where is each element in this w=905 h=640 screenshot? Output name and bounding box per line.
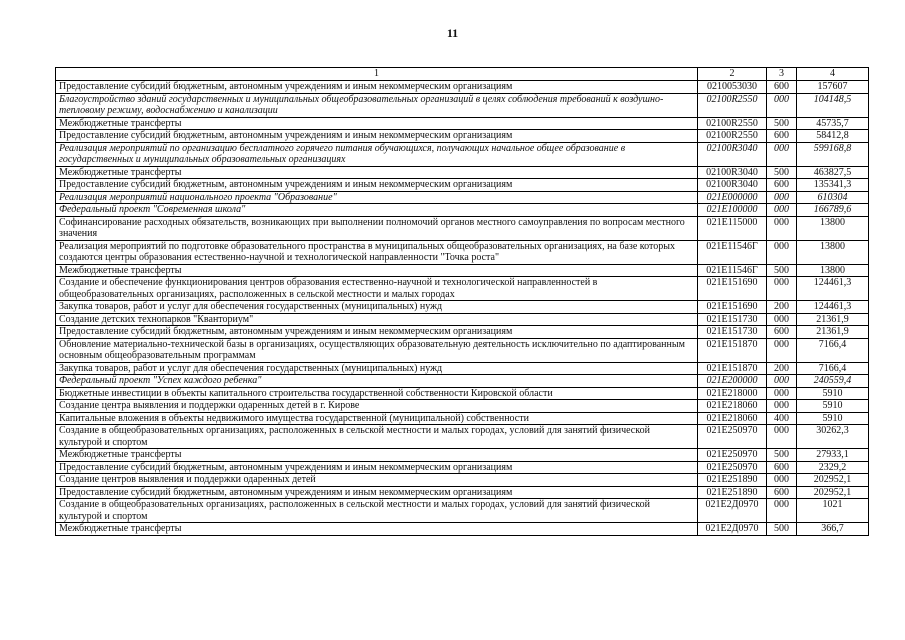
cell-expense-type: 600 [767, 179, 797, 192]
cell-sum: 202952,1 [797, 486, 869, 499]
cell-sum: 124461,3 [797, 301, 869, 314]
cell-sum: 610304 [797, 191, 869, 204]
cell-code: 021E200000 [698, 375, 767, 388]
cell-name: Федеральный проект "Успех каждого ребенка" [56, 375, 698, 388]
cell-code: 02100R3040 [698, 166, 767, 179]
table-row [56, 216, 869, 240]
cell-expense-type: 200 [767, 362, 797, 375]
cell-name: Межбюджетные трансферты [56, 264, 698, 277]
cell-code: 021E2Д0970 [698, 523, 767, 536]
table-row [56, 474, 869, 487]
cell-code: 021E100000 [698, 204, 767, 217]
cell-expense-type: 600 [767, 461, 797, 474]
table-row [56, 240, 869, 264]
table-row [56, 93, 869, 117]
header-col-code: 2 [698, 68, 767, 81]
cell-name: Капитальные вложения в объекты недвижимого имущества государственной (муниципальной) собственности [56, 412, 698, 425]
cell-sum: 202952,1 [797, 474, 869, 487]
cell-expense-type: 000 [767, 425, 797, 449]
table-row [56, 204, 869, 217]
table-row [56, 191, 869, 204]
cell-code: 021E250970 [698, 461, 767, 474]
cell-code: 02100R2550 [698, 117, 767, 130]
cell-code: 021E151690 [698, 301, 767, 314]
cell-code: 021E11546Г [698, 264, 767, 277]
cell-expense-type: 500 [767, 523, 797, 536]
page-number: 11 [446, 26, 459, 40]
cell-expense-type: 600 [767, 326, 797, 339]
table-row [56, 301, 869, 314]
cell-code: 021E11546Г [698, 240, 767, 264]
cell-code: 021E115000 [698, 216, 767, 240]
table-body [56, 81, 869, 536]
cell-expense-type: 500 [767, 449, 797, 462]
cell-name: Межбюджетные трансферты [56, 449, 698, 462]
table-row [56, 375, 869, 388]
header-col-name: 1 [56, 68, 698, 81]
cell-sum: 104148,5 [797, 93, 869, 117]
cell-name: Создание детских технопарков "Кванториум" [56, 313, 698, 326]
cell-name: Реализация мероприятий по организацию бесплатного горячего питания обучающихся, получающих начальное общее образование в государственных и муниципальных образовательных организациях [56, 142, 698, 166]
table-row [56, 179, 869, 192]
table-row [56, 81, 869, 94]
cell-code: 021E218060 [698, 400, 767, 413]
cell-code: 02100R3040 [698, 179, 767, 192]
cell-sum: 463827,5 [797, 166, 869, 179]
cell-expense-type: 200 [767, 301, 797, 314]
cell-expense-type: 600 [767, 81, 797, 94]
cell-name: Благоустройство зданий государственных и муниципальных общеобразовательных организаций в целях соблюдения требований к воздушно-тепловому режиму, водоснабжению и канализации [56, 93, 698, 117]
cell-expense-type: 000 [767, 191, 797, 204]
cell-name: Предоставление субсидий бюджетным, автономным учреждениям и иным некоммерческим организациям [56, 81, 698, 94]
cell-code: 021E2Д0970 [698, 499, 767, 523]
cell-sum: 240559,4 [797, 375, 869, 388]
cell-name: Обновление материально-технической базы в организациях, осуществляющих образовательную деятельность исключительно по адаптированным основным общеобразовательным программам [56, 338, 698, 362]
cell-expense-type: 000 [767, 277, 797, 301]
cell-sum: 13800 [797, 240, 869, 264]
cell-sum: 166789,6 [797, 204, 869, 217]
cell-code: 021E218060 [698, 412, 767, 425]
header-row [56, 68, 869, 81]
table-row [56, 461, 869, 474]
cell-sum: 30262,3 [797, 425, 869, 449]
table-row [56, 523, 869, 536]
table-row [56, 499, 869, 523]
cell-sum: 45735,7 [797, 117, 869, 130]
cell-expense-type: 000 [767, 216, 797, 240]
cell-sum: 21361,9 [797, 313, 869, 326]
table-row [56, 486, 869, 499]
cell-code: 02100R2550 [698, 93, 767, 117]
cell-expense-type: 000 [767, 474, 797, 487]
cell-sum: 366,7 [797, 523, 869, 536]
cell-name: Создание центров выявления и поддержки одаренных детей [56, 474, 698, 487]
cell-name: Реализация мероприятий по подготовке образовательного пространства в муниципальных общеобразовательных организациях, на базе которых создаются центры образования естественно-научной и технологической направленности "Точка роста" [56, 240, 698, 264]
table-row [56, 425, 869, 449]
table-row [56, 449, 869, 462]
cell-expense-type: 000 [767, 142, 797, 166]
cell-name: Софинансирование расходных обязательств, возникающих при выполнении полномочий органов местного самоуправления по вопросам местного значения [56, 216, 698, 240]
table-header [56, 68, 869, 81]
cell-sum: 5910 [797, 387, 869, 400]
cell-expense-type: 000 [767, 338, 797, 362]
cell-code: 02100R3040 [698, 142, 767, 166]
cell-expense-type: 000 [767, 400, 797, 413]
cell-sum: 135341,3 [797, 179, 869, 192]
table-row [56, 326, 869, 339]
table-row [56, 362, 869, 375]
cell-name: Создание в общеобразовательных организациях, расположенных в сельской местности и малых городах, условий для занятий физической культурой и спортом [56, 499, 698, 523]
cell-sum: 58412,8 [797, 130, 869, 143]
cell-code: 021E251890 [698, 486, 767, 499]
table-row [56, 412, 869, 425]
cell-name: Создание центра выявления и поддержки одаренных детей в г. Кирове [56, 400, 698, 413]
cell-name: Создание в общеобразовательных организациях, расположенных в сельской местности и малых городах, условий для занятий физической культурой и спортом [56, 425, 698, 449]
cell-sum: 13800 [797, 264, 869, 277]
cell-name: Закупка товаров, работ и услуг для обеспечения государственных (муниципальных) нужд [56, 301, 698, 314]
cell-code: 021E151870 [698, 338, 767, 362]
cell-sum: 27933,1 [797, 449, 869, 462]
cell-name: Предоставление субсидий бюджетным, автономным учреждениям и иным некоммерческим организациям [56, 130, 698, 143]
cell-code: 021E250970 [698, 425, 767, 449]
cell-expense-type: 000 [767, 93, 797, 117]
header-col-type: 3 [767, 68, 797, 81]
cell-sum: 7166,4 [797, 362, 869, 375]
cell-sum: 599168,8 [797, 142, 869, 166]
cell-expense-type: 000 [767, 499, 797, 523]
cell-sum: 1021 [797, 499, 869, 523]
cell-sum: 5910 [797, 400, 869, 413]
cell-code: 021E151870 [698, 362, 767, 375]
cell-code: 021E151690 [698, 277, 767, 301]
budget-table [55, 67, 869, 536]
cell-name: Реализация мероприятий национального проекта "Образование" [56, 191, 698, 204]
cell-sum: 5910 [797, 412, 869, 425]
cell-code: 021E151730 [698, 313, 767, 326]
cell-expense-type: 000 [767, 240, 797, 264]
cell-name: Закупка товаров, работ и услуг для обеспечения государственных (муниципальных) нужд [56, 362, 698, 375]
cell-code: 0210053030 [698, 81, 767, 94]
table-row [56, 142, 869, 166]
cell-name: Предоставление субсидий бюджетным, автономным учреждениям и иным некоммерческим организациям [56, 179, 698, 192]
cell-sum: 124461,3 [797, 277, 869, 301]
cell-code: 021E250970 [698, 449, 767, 462]
table-row [56, 277, 869, 301]
cell-name: Федеральный проект "Современная школа" [56, 204, 698, 217]
header-col-sum: 4 [797, 68, 869, 81]
table-row [56, 117, 869, 130]
cell-name: Бюджетные инвестиции в объекты капитального строительства государственной собственности Кировской области [56, 387, 698, 400]
cell-name: Межбюджетные трансферты [56, 117, 698, 130]
table-row [56, 264, 869, 277]
cell-expense-type: 500 [767, 264, 797, 277]
cell-name: Предоставление субсидий бюджетным, автономным учреждениям и иным некоммерческим организациям [56, 461, 698, 474]
cell-expense-type: 600 [767, 130, 797, 143]
table-row [56, 130, 869, 143]
cell-sum: 13800 [797, 216, 869, 240]
cell-name: Межбюджетные трансферты [56, 523, 698, 536]
cell-sum: 2329,2 [797, 461, 869, 474]
cell-sum: 7166,4 [797, 338, 869, 362]
cell-expense-type: 500 [767, 166, 797, 179]
table-row [56, 400, 869, 413]
cell-sum: 21361,9 [797, 326, 869, 339]
cell-expense-type: 000 [767, 204, 797, 217]
cell-name: Предоставление субсидий бюджетным, автономным учреждениям и иным некоммерческим организациям [56, 486, 698, 499]
table-row [56, 313, 869, 326]
cell-expense-type: 000 [767, 375, 797, 388]
cell-code: 021E218000 [698, 387, 767, 400]
table-row [56, 166, 869, 179]
cell-expense-type: 500 [767, 117, 797, 130]
cell-expense-type: 600 [767, 486, 797, 499]
cell-name: Создание и обеспечение функционирования центров образования естественно-научной и технологической направленностей в общеобразовательных организациях, расположенных в сельской местности и малых городах [56, 277, 698, 301]
cell-code: 021E151730 [698, 326, 767, 339]
cell-name: Межбюджетные трансферты [56, 166, 698, 179]
cell-code: 021E000000 [698, 191, 767, 204]
cell-code: 021E251890 [698, 474, 767, 487]
cell-name: Предоставление субсидий бюджетным, автономным учреждениям и иным некоммерческим организациям [56, 326, 698, 339]
cell-sum: 157607 [797, 81, 869, 94]
cell-expense-type: 400 [767, 412, 797, 425]
table-row [56, 338, 869, 362]
table-row [56, 387, 869, 400]
cell-code: 02100R2550 [698, 130, 767, 143]
cell-expense-type: 000 [767, 387, 797, 400]
cell-expense-type: 000 [767, 313, 797, 326]
